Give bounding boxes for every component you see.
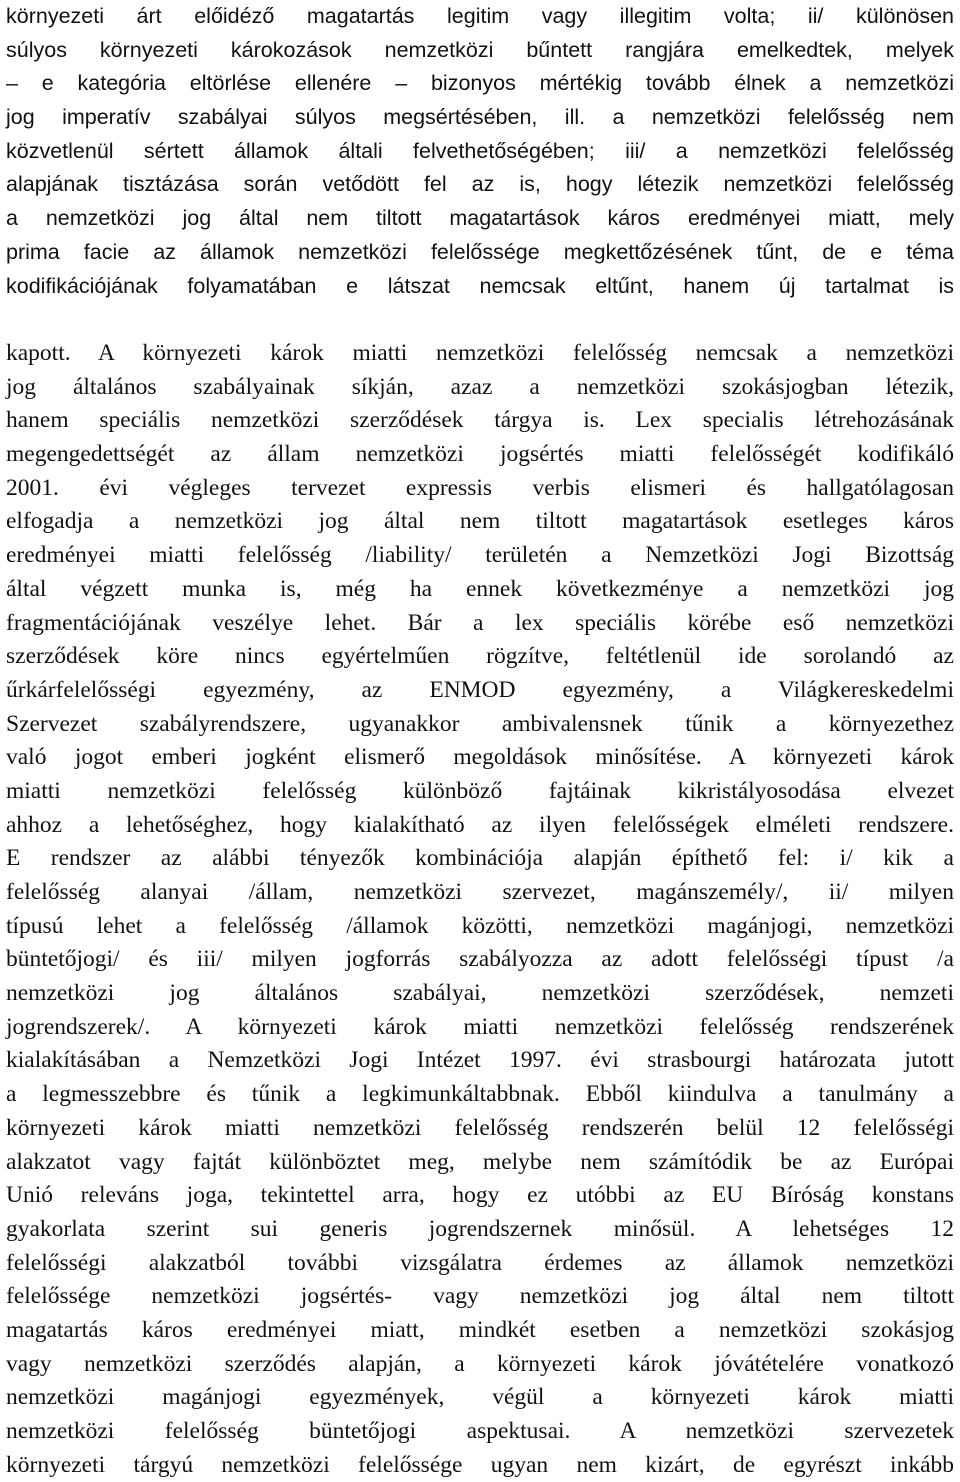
text-line: jog általános szabályainak síkján, azaz a nemzetközi szokásjogban létezik, [6,373,954,400]
text-line: a legmesszebbre és tűnik a legkimunkáltabbnak. Ebből kiindulva a tanulmány a [6,1081,954,1108]
text-line: E rendszer az alábbi tényezők kombinációja alapján építhető fel: i/ kik a [6,845,954,872]
text-line: környezeti károk miatti nemzetközi felelősség rendszerén belül 12 felelősségi [6,1114,954,1141]
text-line: környezeti tárgyú nemzetközi felelőssége ugyan nem kizárt, de egyrészt inkább [6,1451,954,1478]
text-line: fragmentációjának veszélye lehet. Bár a lex speciális körébe eső nemzetközi [6,609,954,636]
text-line: szerződések köre nincs egyértelműen rögzítve, feltétlenül ide sorolandó az [6,643,954,670]
text-line: közvetlenül sértett államok általi felvethetőségében; iii/ a nemzetközi felelősség [6,138,954,163]
text-line: gyakorlata szerint sui generis jogrendszernek minősül. A lehetséges 12 [6,1215,954,1242]
text-line: által végzett munka is, még ha ennek következménye a nemzetközi jog [6,575,954,602]
text-line: kialakításában a Nemzetközi Jogi Intézet 1997. évi strasbourgi határozata jutott [6,1047,954,1074]
paragraph-top [6,0,954,303]
text-line: Unió releváns joga, tekintettel arra, hogy ez utóbbi az EU Bíróság konstans [6,1182,954,1209]
text-line: környezeti árt előidéző magatartás legitim vagy illegitim volta; ii/ különösen [6,4,954,28]
text-line: súlyos környezeti károkozások nemzetközi bűntett rangjára emelkedtek, melyek [6,37,954,62]
paragraph-main [6,337,954,1482]
text-line: jog imperatív szabályai súlyos megsértésében, ill. a nemzetközi felelősség nem [6,105,954,130]
text-line: kapott. A környezeti károk miatti nemzetközi felelősség nemcsak a nemzetközi [6,340,954,366]
text-line: – e kategória eltörlése ellenére – bizonyos mértékig tovább élnek a nemzetközi [6,71,954,96]
text-line: 2001. évi végleges tervezet expressis verbis elismeri és hallgatólagosan [6,474,954,501]
text-line: Szervezet szabályrendszere, ugyanakkor ambivalensnek tűnik a környezethez [6,710,954,737]
text-line: nemzetközi felelősség büntetőjogi aspektusai. A nemzetközi szervezetek [6,1418,954,1444]
text-line: vagy nemzetközi szerződés alapján, a környezeti károk jóvátételére vonatkozó [6,1350,954,1377]
text-line: típusú lehet a felelősség /államok közötti, nemzetközi magánjogi, nemzetközi [6,912,954,939]
text-line: eredményei miatti felelősség /liability/ területén a Nemzetközi Jogi Bizottság [6,542,954,569]
text-line: elfogadja a nemzetközi jog által nem tiltott magatartások esetleges káros [6,508,954,535]
text-line: felelősségi alakzatból további vizsgálatra érdemes az államok nemzetközi [6,1249,954,1276]
text-line: prima facie az államok nemzetközi felelőssége megkettőzésének tűnt, de e téma [6,239,954,264]
text-line: űrkárfelelősségi egyezmény, az ENMOD egyezmény, a Világkereskedelmi [6,676,954,703]
text-line: büntetőjogi/ és iii/ milyen jogforrás szabályozza az adott felelősségi típust /a [6,946,954,973]
text-line: nemzetközi jog általános szabályai, nemzetközi szerződések, nemzeti [6,980,954,1007]
text-line: felelőssége nemzetközi jogsértés- vagy nemzetközi jog által nem tiltott [6,1283,954,1310]
text-line: magatartás káros eredményei miatt, mindkét esetben a nemzetközi szokásjog [6,1316,954,1343]
text-line: a nemzetközi jog által nem tiltott magatartások káros eredményei miatt, mely [6,206,954,231]
text-line: felelősség alanyai /állam, nemzetközi szervezet, magánszemély/, ii/ milyen [6,879,954,905]
text-line: megengedettségét az állam nemzetközi jogsértés miatti felelősségét kodifikáló [6,441,954,468]
text-line: miatti nemzetközi felelősség különböző fajtáinak kikristályosodása elvezet [6,777,954,804]
text-line: való jogot emberi jogként elismerő megoldások minősítése. A környezeti károk [6,744,954,771]
text-line: kodifikációjának folyamatában e látszat nemcsak eltűnt, hanem új tartalmat is [6,273,954,298]
text-line: alakzatot vagy fajtát különböztet meg, melybe nem számítódik be az Európai [6,1148,954,1175]
text-line: alapjának tisztázása során vetődött fel az is, hogy létezik nemzetközi felelősség [6,172,954,197]
text-line: hanem speciális nemzetközi szerződések tárgya is. Lex specialis létrehozásának [6,407,954,434]
text-line: ahhoz a lehetőséghez, hogy kialakítható az ilyen felelősségek elméleti rendszere. [6,811,954,838]
text-line: jogrendszerek/. A környezeti károk miatti nemzetközi felelősség rendszerének [6,1013,954,1040]
text-line: nemzetközi magánjogi egyezmények, végül a környezeti károk miatti [6,1384,954,1411]
